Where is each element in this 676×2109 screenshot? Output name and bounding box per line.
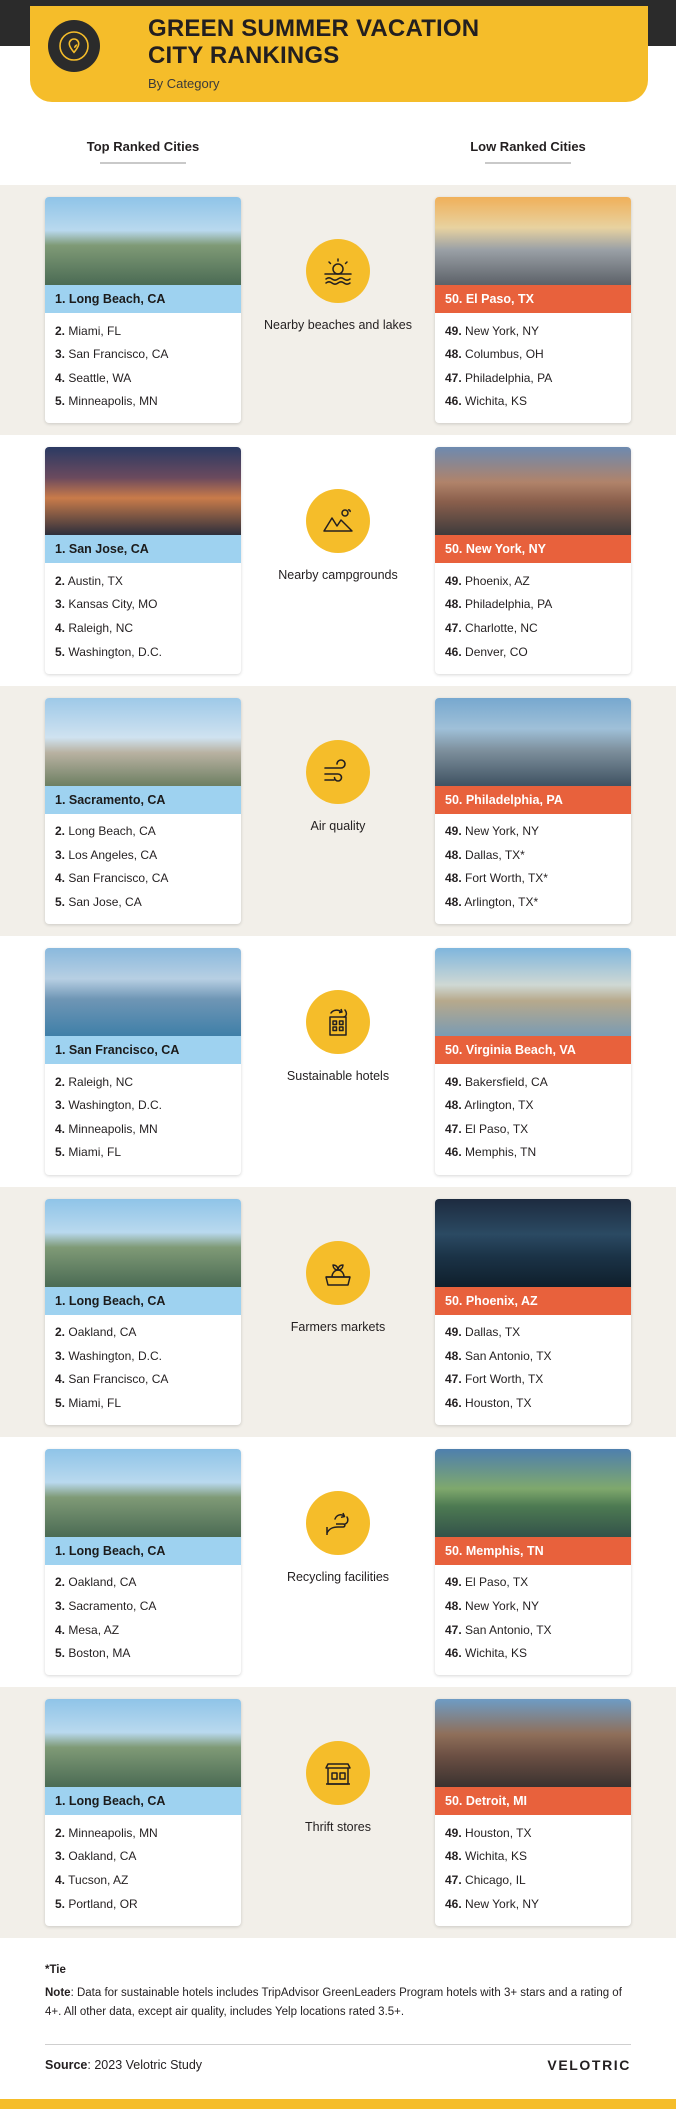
city-photo [435,1449,631,1537]
hand-recycle-icon [306,1491,370,1555]
rank-city: Washington, D.C. [68,644,162,659]
city-photo [45,1449,241,1537]
category-label: Farmers markets [290,1319,386,1334]
top-rank-list [45,1815,241,1925]
rank-city: Houston, TX [465,1395,532,1410]
category-block [258,1699,418,1925]
top-rank-item [55,843,231,867]
rank-city: Memphis, TN [465,1145,537,1160]
rank-city: Washington, D.C. [68,1348,162,1363]
low-rank-item [445,843,621,867]
category-block [258,698,418,924]
low-rank-item [445,1892,621,1916]
rank-number: 48. [445,1849,462,1864]
rank-number: 49. [445,1325,462,1339]
low-rank-first: 50. Virginia Beach, VA [435,1036,631,1064]
rank-number: 47. [445,621,462,636]
note-text: : Data for sustainable hotels includes TripAdvisor GreenLeaders Program hotels with 3+ stars and a rating of 4+. All other data, except air quality, includes Yelp locations rated 3.5+. [45,1986,622,2018]
column-heading-top-ranked [45,139,241,164]
rank-number: 46. [445,1145,462,1160]
rank-city: Miami, FL [68,1145,122,1160]
rank-number: 4. [55,1372,66,1387]
low-rank-item [445,867,621,891]
low-rank-item [445,1094,621,1118]
low-rank-item [445,366,621,390]
low-rank-item [445,820,621,844]
low-rank-first: 50. New York, NY [435,535,631,563]
low-ranked-card [435,1699,631,1925]
city-photo [45,197,241,285]
top-rank-item [55,1618,231,1642]
rank-city: Houston, TX [465,1825,532,1840]
column-heading-low-ranked-label: Low Ranked Cities [470,139,586,154]
heading-rule [100,162,186,164]
low-ranked-card [435,197,631,423]
rank-city: Arlington, TX* [464,895,539,910]
city-photo [435,1699,631,1787]
top-ranked-card [45,1699,241,1925]
rank-city: Minneapolis, MN [68,1121,158,1136]
rank-city: San Francisco, CA [68,1372,169,1387]
rank-number: 5. [55,1896,66,1911]
rank-city: Washington, D.C. [68,1098,162,1113]
rank-city: Kansas City, MO [68,597,158,612]
rank-number: 48. [445,1348,462,1363]
low-rank-first: 50. Memphis, TN [435,1537,631,1565]
header [0,0,676,115]
top-ranked-card [45,698,241,924]
category-label: Air quality [310,818,366,833]
rank-number: 49. [445,573,462,588]
rank-city: Bakersfield, CA [465,1074,548,1089]
footer-source-row [45,2057,631,2099]
rank-number: 5. [55,1395,66,1410]
rank-number: 3. [55,1598,66,1613]
rank-city: Wichita, KS [465,1849,528,1864]
rank-city: Minneapolis, MN [68,1825,158,1840]
column-heading-low-ranked [430,139,626,164]
category-block [258,447,418,673]
city-photo [45,1199,241,1287]
low-rank-item [445,1368,621,1392]
top-rank-item [55,1642,231,1666]
methodology-note [45,1984,631,2022]
rank-number: 49. [445,824,462,839]
rank-city: Boston, MA [68,1646,131,1661]
top-rank-item [55,1344,231,1368]
top-rank-item [55,390,231,414]
low-rank-item [445,640,621,664]
rank-number: 2. [55,1074,66,1089]
rank-number: 47. [445,1872,462,1887]
rank-number: 49. [445,1825,462,1840]
rank-number: 3. [55,597,66,612]
rank-city: Raleigh, NC [68,621,134,636]
storefront-icon [306,1741,370,1805]
top-rank-item [55,593,231,617]
low-rank-first: 50. Detroit, MI [435,1787,631,1815]
rank-number: 3. [55,847,66,862]
low-ranked-card [435,1199,631,1425]
low-rank-first: 50. Phoenix, AZ [435,1287,631,1315]
rank-city: Oakland, CA [68,1575,137,1590]
low-rank-item [445,1141,621,1165]
source [45,2058,202,2072]
rank-number: 49. [445,1074,462,1089]
rank-city: New York, NY [465,323,540,338]
rank-city: Oakland, CA [68,1325,137,1339]
top-ranked-card [45,447,241,673]
rank-number: 47. [445,1622,462,1637]
rank-city: Oakland, CA [68,1849,137,1864]
rank-number: 5. [55,644,66,659]
top-rank-list [45,563,241,673]
rank-city: San Antonio, TX [465,1348,552,1363]
rank-city: Austin, TX [67,573,123,588]
recycling-hotel-icon [306,990,370,1054]
city-photo [435,1199,631,1287]
top-ranked-card [45,197,241,423]
rank-number: 46. [445,644,462,659]
rank-number: 5. [55,1145,66,1160]
rank-city: Long Beach, CA [68,824,156,839]
rank-number: 5. [55,895,66,910]
category-block [258,1449,418,1675]
rank-city: Los Angeles, CA [68,847,158,862]
low-rank-list [435,313,631,423]
top-rank-item [55,319,231,343]
rank-number: 47. [445,1121,462,1136]
low-rank-item [445,1344,621,1368]
low-rank-item [445,319,621,343]
brand-logo: VELOTRIC [547,2056,631,2073]
city-photo [45,698,241,786]
rank-number: 4. [55,1121,66,1136]
rank-city: New York, NY [465,824,540,839]
low-ranked-card [435,948,631,1174]
low-rank-item [445,390,621,414]
top-rank-item [55,1094,231,1118]
city-photo [45,447,241,535]
city-photo [435,948,631,1036]
low-rank-list [435,563,631,673]
top-rank-item [55,1845,231,1869]
rank-number: 48. [445,1098,462,1113]
rank-number: 2. [55,1825,66,1840]
low-rank-item [445,617,621,641]
city-photo [435,447,631,535]
top-rank-item [55,820,231,844]
top-ranked-card [45,1199,241,1425]
top-rank-list [45,1565,241,1675]
rank-number: 48. [445,597,462,612]
category-label: Sustainable hotels [286,1069,390,1084]
rank-number: 4. [55,1872,66,1887]
top-rank-item [55,640,231,664]
top-rank-item [55,891,231,915]
rank-number: 2. [55,1575,66,1590]
source-label: Source [45,2057,88,2072]
header-title-line2: CITY RANKINGS [148,41,340,69]
rank-city: Sacramento, CA [68,1598,157,1613]
top-rank-item [55,867,231,891]
rank-city: Fort Worth, TX* [465,871,548,886]
rank-number: 49. [445,323,462,338]
rank-city: Charlotte, NC [465,621,538,636]
rank-city: Philadelphia, PA [465,370,553,385]
top-rank-item [55,1321,231,1345]
top-rank-item [55,1070,231,1094]
rank-number: 3. [55,347,66,362]
top-rank-list [45,313,241,423]
rank-city: Mesa, AZ [68,1622,120,1637]
low-rank-item [445,1821,621,1845]
header-titles [148,16,618,91]
rank-city: New York, NY [465,1598,540,1613]
top-rank-first: 1. Long Beach, CA [45,1287,241,1315]
top-rank-first: 1. San Francisco, CA [45,1036,241,1064]
top-rank-first: 1. Long Beach, CA [45,1787,241,1815]
low-rank-first: 50. El Paso, TX [435,285,631,313]
rank-city: Seattle, WA [68,370,132,385]
rank-city: San Antonio, TX [465,1622,552,1637]
wind-icon [306,740,370,804]
category-label: Nearby campgrounds [278,568,398,583]
low-rank-item [445,891,621,915]
rank-number: 48. [445,1598,462,1613]
column-headings [0,139,676,185]
sunset-water-icon [306,239,370,303]
rank-city: San Francisco, CA [68,347,169,362]
rank-city: Philadelphia, PA [465,597,553,612]
rank-city: Miami, FL [68,1395,122,1410]
low-rank-item [445,1642,621,1666]
top-rank-item [55,1594,231,1618]
top-rank-item [55,343,231,367]
rank-number: 5. [55,1646,66,1661]
low-ranked-card [435,1449,631,1675]
bottom-accent-bar [0,2099,676,2109]
rank-number: 2. [55,1325,66,1339]
low-rank-item [445,1868,621,1892]
rank-city: El Paso, TX [465,1575,529,1590]
rank-number: 5. [55,394,66,409]
category-label: Nearby beaches and lakes [263,318,412,332]
rank-number: 46. [445,1646,462,1661]
top-rank-first: 1. Long Beach, CA [45,1537,241,1565]
category-row [0,435,676,685]
rank-city: Phoenix, AZ [465,573,530,588]
top-rank-item [55,1391,231,1415]
top-rank-list [45,1064,241,1174]
category-row [0,686,676,936]
mountains-icon [306,489,370,553]
rank-number: 2. [55,323,66,338]
category-label: Recycling facilities [286,1569,390,1584]
rank-number: 48. [445,347,462,362]
rank-number: 46. [445,1896,462,1911]
top-rank-list [45,814,241,924]
top-rank-list [45,1315,241,1425]
rank-number: 4. [55,1622,66,1637]
top-rank-first: 1. Long Beach, CA [45,285,241,313]
top-rank-item [55,617,231,641]
low-rank-item [445,1594,621,1618]
low-rank-list [435,1064,631,1174]
rank-number: 49. [445,1575,462,1590]
rank-city: Dallas, TX [465,1325,521,1339]
category-label: Thrift stores [305,1820,371,1835]
low-rank-first: 50. Philadelphia, PA [435,786,631,814]
top-rank-item [55,1892,231,1916]
low-rank-item [445,1571,621,1595]
rank-number: 48. [445,847,462,862]
rank-number: 48. [445,895,462,910]
rank-number: 47. [445,370,462,385]
top-rank-item [55,366,231,390]
category-rows [0,185,676,1938]
rank-city: San Francisco, CA [68,871,169,886]
note-label: Note [45,1986,71,1999]
top-ranked-card [45,948,241,1174]
rank-city: Wichita, KS [465,394,528,409]
rank-city: Wichita, KS [465,1646,528,1661]
top-rank-item [55,569,231,593]
top-ranked-card [45,1449,241,1675]
rank-city: Miami, FL [68,323,122,338]
rank-city: El Paso, TX [465,1121,529,1136]
rank-city: Denver, CO [465,644,528,659]
low-rank-list [435,1565,631,1675]
footer [0,1938,676,2099]
top-rank-first: 1. Sacramento, CA [45,786,241,814]
rank-city: New York, NY [465,1896,540,1911]
city-photo [45,948,241,1036]
heading-rule [485,162,571,164]
city-photo [435,698,631,786]
low-rank-item [445,343,621,367]
category-block [258,948,418,1174]
tie-note: *Tie [45,1963,66,1976]
rank-number: 3. [55,1098,66,1113]
location-pin-leaf-icon [48,20,100,72]
header-title-line1: GREEN SUMMER VACATION [148,15,480,42]
rank-number: 46. [445,1395,462,1410]
low-rank-item [445,1117,621,1141]
low-ranked-card [435,447,631,673]
column-heading-top-ranked-label: Top Ranked Cities [86,139,200,154]
category-row [0,1187,676,1437]
category-row [0,1437,676,1687]
rank-city: Arlington, TX [464,1098,534,1113]
low-rank-item [445,593,621,617]
rank-city: Dallas, TX* [465,847,525,862]
rank-city: San Jose, CA [68,895,142,910]
rank-city: Columbus, OH [465,347,544,362]
low-rank-item [445,1070,621,1094]
rank-city: Fort Worth, TX [465,1372,544,1387]
rank-number: 48. [445,871,462,886]
low-rank-item [445,569,621,593]
rank-city: Minneapolis, MN [68,394,158,409]
city-photo [435,197,631,285]
top-rank-item [55,1117,231,1141]
low-rank-item [445,1618,621,1642]
rank-number: 47. [445,1372,462,1387]
header-subtitle: By Category [148,75,220,91]
rank-city: Raleigh, NC [68,1074,134,1089]
top-rank-first: 1. San Jose, CA [45,535,241,563]
produce-crate-icon [306,1241,370,1305]
rank-number: 4. [55,621,66,636]
top-rank-item [55,1821,231,1845]
low-rank-list [435,1815,631,1925]
rank-number: 2. [55,573,66,588]
category-row [0,1687,676,1937]
rank-number: 4. [55,370,66,385]
rank-number: 4. [55,871,66,886]
low-rank-list [435,814,631,924]
rank-number: 46. [445,394,462,409]
rank-number: 2. [55,824,66,839]
category-block [258,197,418,423]
source-text: : 2023 Velotric Study [87,2057,203,2072]
rank-city: Portland, OR [68,1896,138,1911]
rank-city: Chicago, IL [465,1872,526,1887]
rank-number: 3. [55,1348,66,1363]
category-row [0,185,676,435]
top-rank-item [55,1141,231,1165]
footer-divider [45,2044,631,2045]
low-ranked-card [435,698,631,924]
low-rank-item [445,1321,621,1345]
low-rank-item [445,1845,621,1869]
category-block [258,1199,418,1425]
city-photo [45,1699,241,1787]
rank-city: Tucson, AZ [68,1872,129,1887]
top-rank-item [55,1368,231,1392]
low-rank-item [445,1391,621,1415]
rank-number: 3. [55,1849,66,1864]
category-row [0,936,676,1186]
top-rank-item [55,1868,231,1892]
low-rank-list [435,1315,631,1425]
top-rank-item [55,1571,231,1595]
